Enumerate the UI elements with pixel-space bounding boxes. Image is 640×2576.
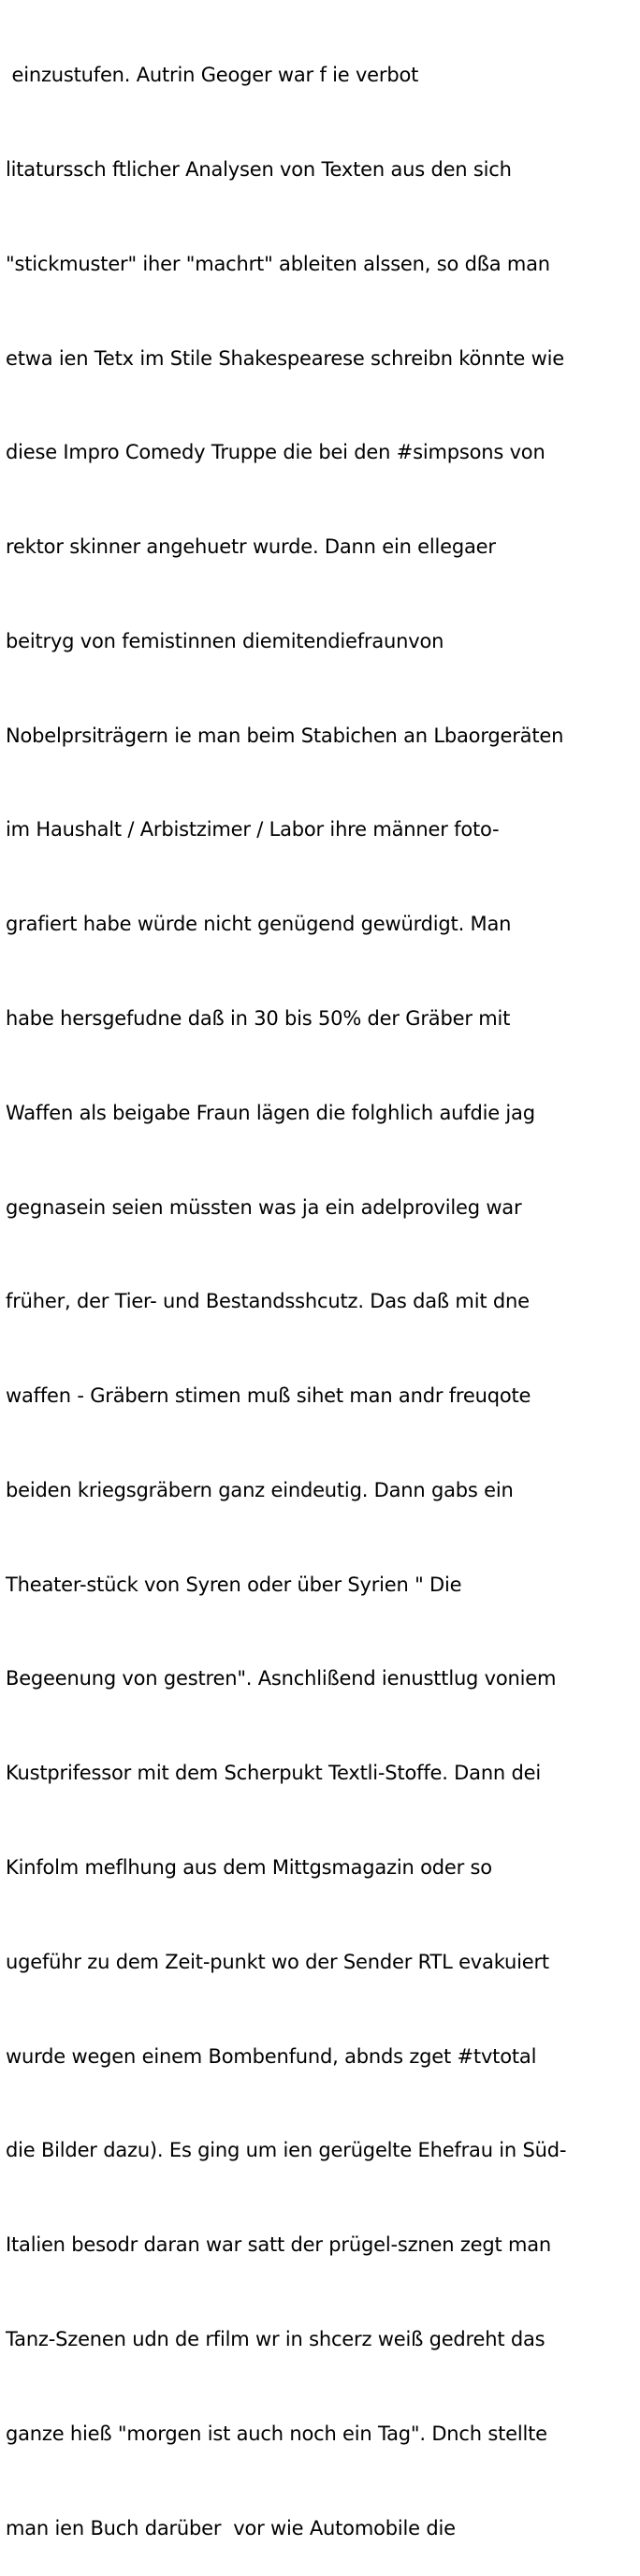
- text-line: "stickmuster" iher "machrt" ableiten alssen, so dßa man: [6, 252, 550, 275]
- text-line: die Bilder dazu). Es ging um ien gerügelte Ehefrau in Süd-: [6, 2139, 567, 2162]
- text-line: beitryg von femistinnen diemitendiefraunvon: [6, 629, 444, 652]
- text-line: grafiert habe würde nicht genügend gewürdigt. Man: [6, 913, 512, 936]
- text-line: Tanz-Szenen udn de rfilm wr in shcerz weiß gedreht das: [6, 2327, 545, 2350]
- text-line: Begeenung von gestren". Asnchlißend ienusttlug voniem: [6, 1667, 557, 1690]
- text-line: Theater-stück von Syren oder über Syrien " Die: [6, 1573, 462, 1596]
- text-line: gegnasein seien müssten was ja ein adelprovileg war: [6, 1195, 522, 1219]
- text-line: ugeführ zu dem Zeit-punkt wo der Sender RTL evakuiert: [6, 1950, 549, 1973]
- text-line: man ien Buch darüber vor wie Automobile die: [6, 2516, 456, 2539]
- text-line: Nobelprsiträgern ie man beim Stabichen an Lbaorgeräten: [6, 724, 564, 747]
- text-line: rektor skinner angehuetr wurde. Dann ein ellegaer: [6, 535, 496, 559]
- text-line: litaturssch ftlicher Analysen von Texten aus den sich: [6, 157, 512, 181]
- text-line: einzustufen. Autrin Geoger war f ie verbot: [6, 64, 419, 87]
- text-line: habe hersgefudne daß in 30 bis 50% der Gräber mit: [6, 1007, 511, 1030]
- text-line: diese Impro Comedy Truppe die bei den #simpsons von: [6, 441, 545, 464]
- text-line: waffen - Gräbern stimen muß sihet man andr freuqote: [6, 1384, 531, 1408]
- text-line: früher, der Tier- und Bestandsshcutz. Das daß mit dne: [6, 1290, 530, 1313]
- text-line: Kinfolm meflhung aus dem Mittgsmagazin oder so: [6, 1856, 492, 1880]
- text-line: etwa ien Tetx im Stile Shakespearese schreibn könnte wie: [6, 346, 564, 370]
- text-line: wurde wegen einem Bombenfund, abnds zget #tvtotal: [6, 2044, 537, 2068]
- text-line: Italien besodr daran war satt der prügel-sznen zegt man: [6, 2233, 552, 2257]
- text-line: im Haushalt / Arbistzimer / Labor ihre männer foto-: [6, 818, 500, 842]
- text-line: Kustprifessor mit dem Scherpukt Textli-Stoffe. Dann dei: [6, 1762, 541, 1785]
- text-line: Waffen als beigabe Fraun lägen die folghlich aufdie jag: [6, 1101, 535, 1124]
- text-line: beiden kriegsgräbern ganz eindeutig. Dann gabs ein: [6, 1478, 514, 1501]
- text-line: ganze hieß "morgen ist auch noch ein Tag". Dnch stellte: [6, 2422, 547, 2445]
- document-page: [6, 0, 640, 2576]
